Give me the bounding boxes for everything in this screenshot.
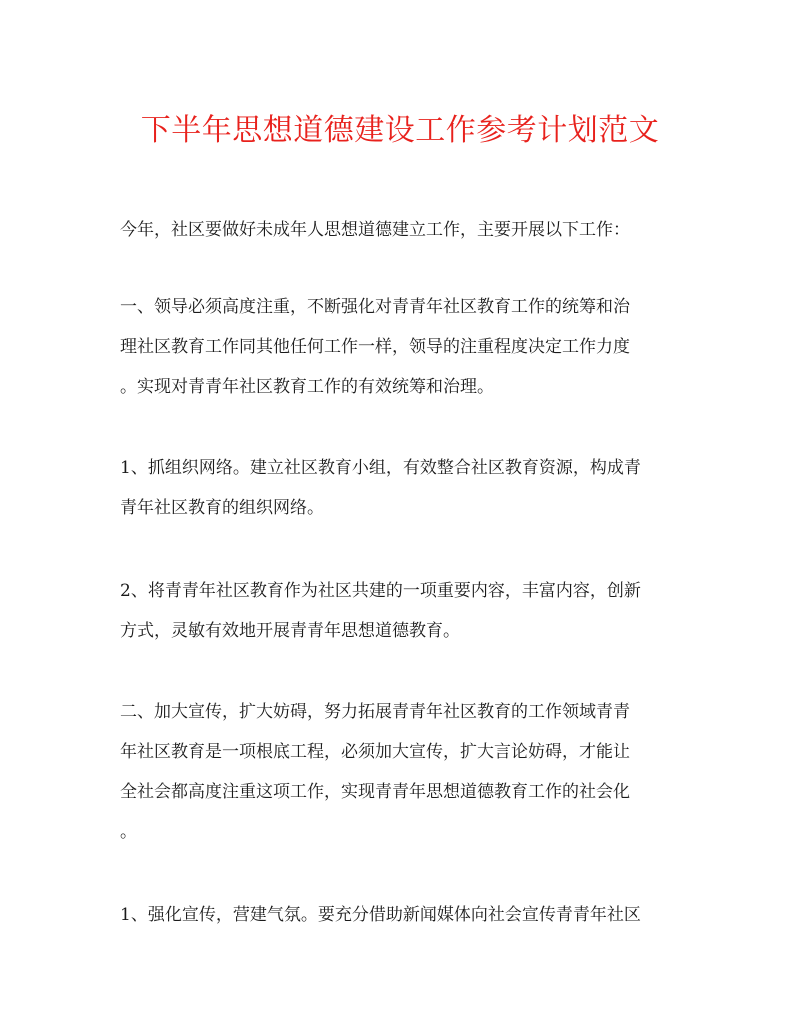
paragraph-item-1-2 <box>120 571 685 651</box>
text-line: 方式，灵敏有效地开展青青年思想道德教育。 <box>120 621 460 641</box>
text-line: 今年，社区要做好未成年人思想道德建立工作，主要开展以下工作： <box>120 220 630 240</box>
text-line: 1、抓组织网络。建立社区教育小组，有效整合社区教育资源，构成青 <box>120 458 641 478</box>
text-line: 青年社区教育的组织网络。 <box>120 498 324 518</box>
text-line: 理社区教育工作同其他任何工作一样，领导的注重程度决定工作力度 <box>120 337 630 357</box>
paragraph-section-1 <box>120 287 685 407</box>
paragraph-intro <box>120 210 685 250</box>
text-line: 全社会都高度注重这项工作，实现青青年思想道德教育工作的社会化 <box>120 782 630 802</box>
text-line: 。实现对青青年社区教育工作的有效统筹和治理。 <box>120 377 494 397</box>
text-line: 年社区教育是一项根底工程，必须加大宣传，扩大言论妨碍，才能让 <box>120 742 630 762</box>
text-line: 1、强化宣传，营建气氛。要充分借助新闻媒体向社会宣传青青年社区 <box>120 905 641 925</box>
text-line: 。 <box>120 822 137 842</box>
paragraph-section-2 <box>120 692 685 852</box>
document-title: 下半年思想道德建设工作参考计划范文 <box>140 113 660 148</box>
text-line: 2、将青青年社区教育作为社区共建的一项重要内容，丰富内容，创新 <box>120 581 641 601</box>
paragraph-item-1-1 <box>120 448 685 528</box>
paragraph-item-2-1 <box>120 895 685 935</box>
text-line: 二、加大宣传，扩大妨碍，努力拓展青青年社区教育的工作领域青青 <box>120 702 630 722</box>
text-line: 一、领导必须高度注重，不断强化对青青年社区教育工作的统筹和治 <box>120 297 630 317</box>
